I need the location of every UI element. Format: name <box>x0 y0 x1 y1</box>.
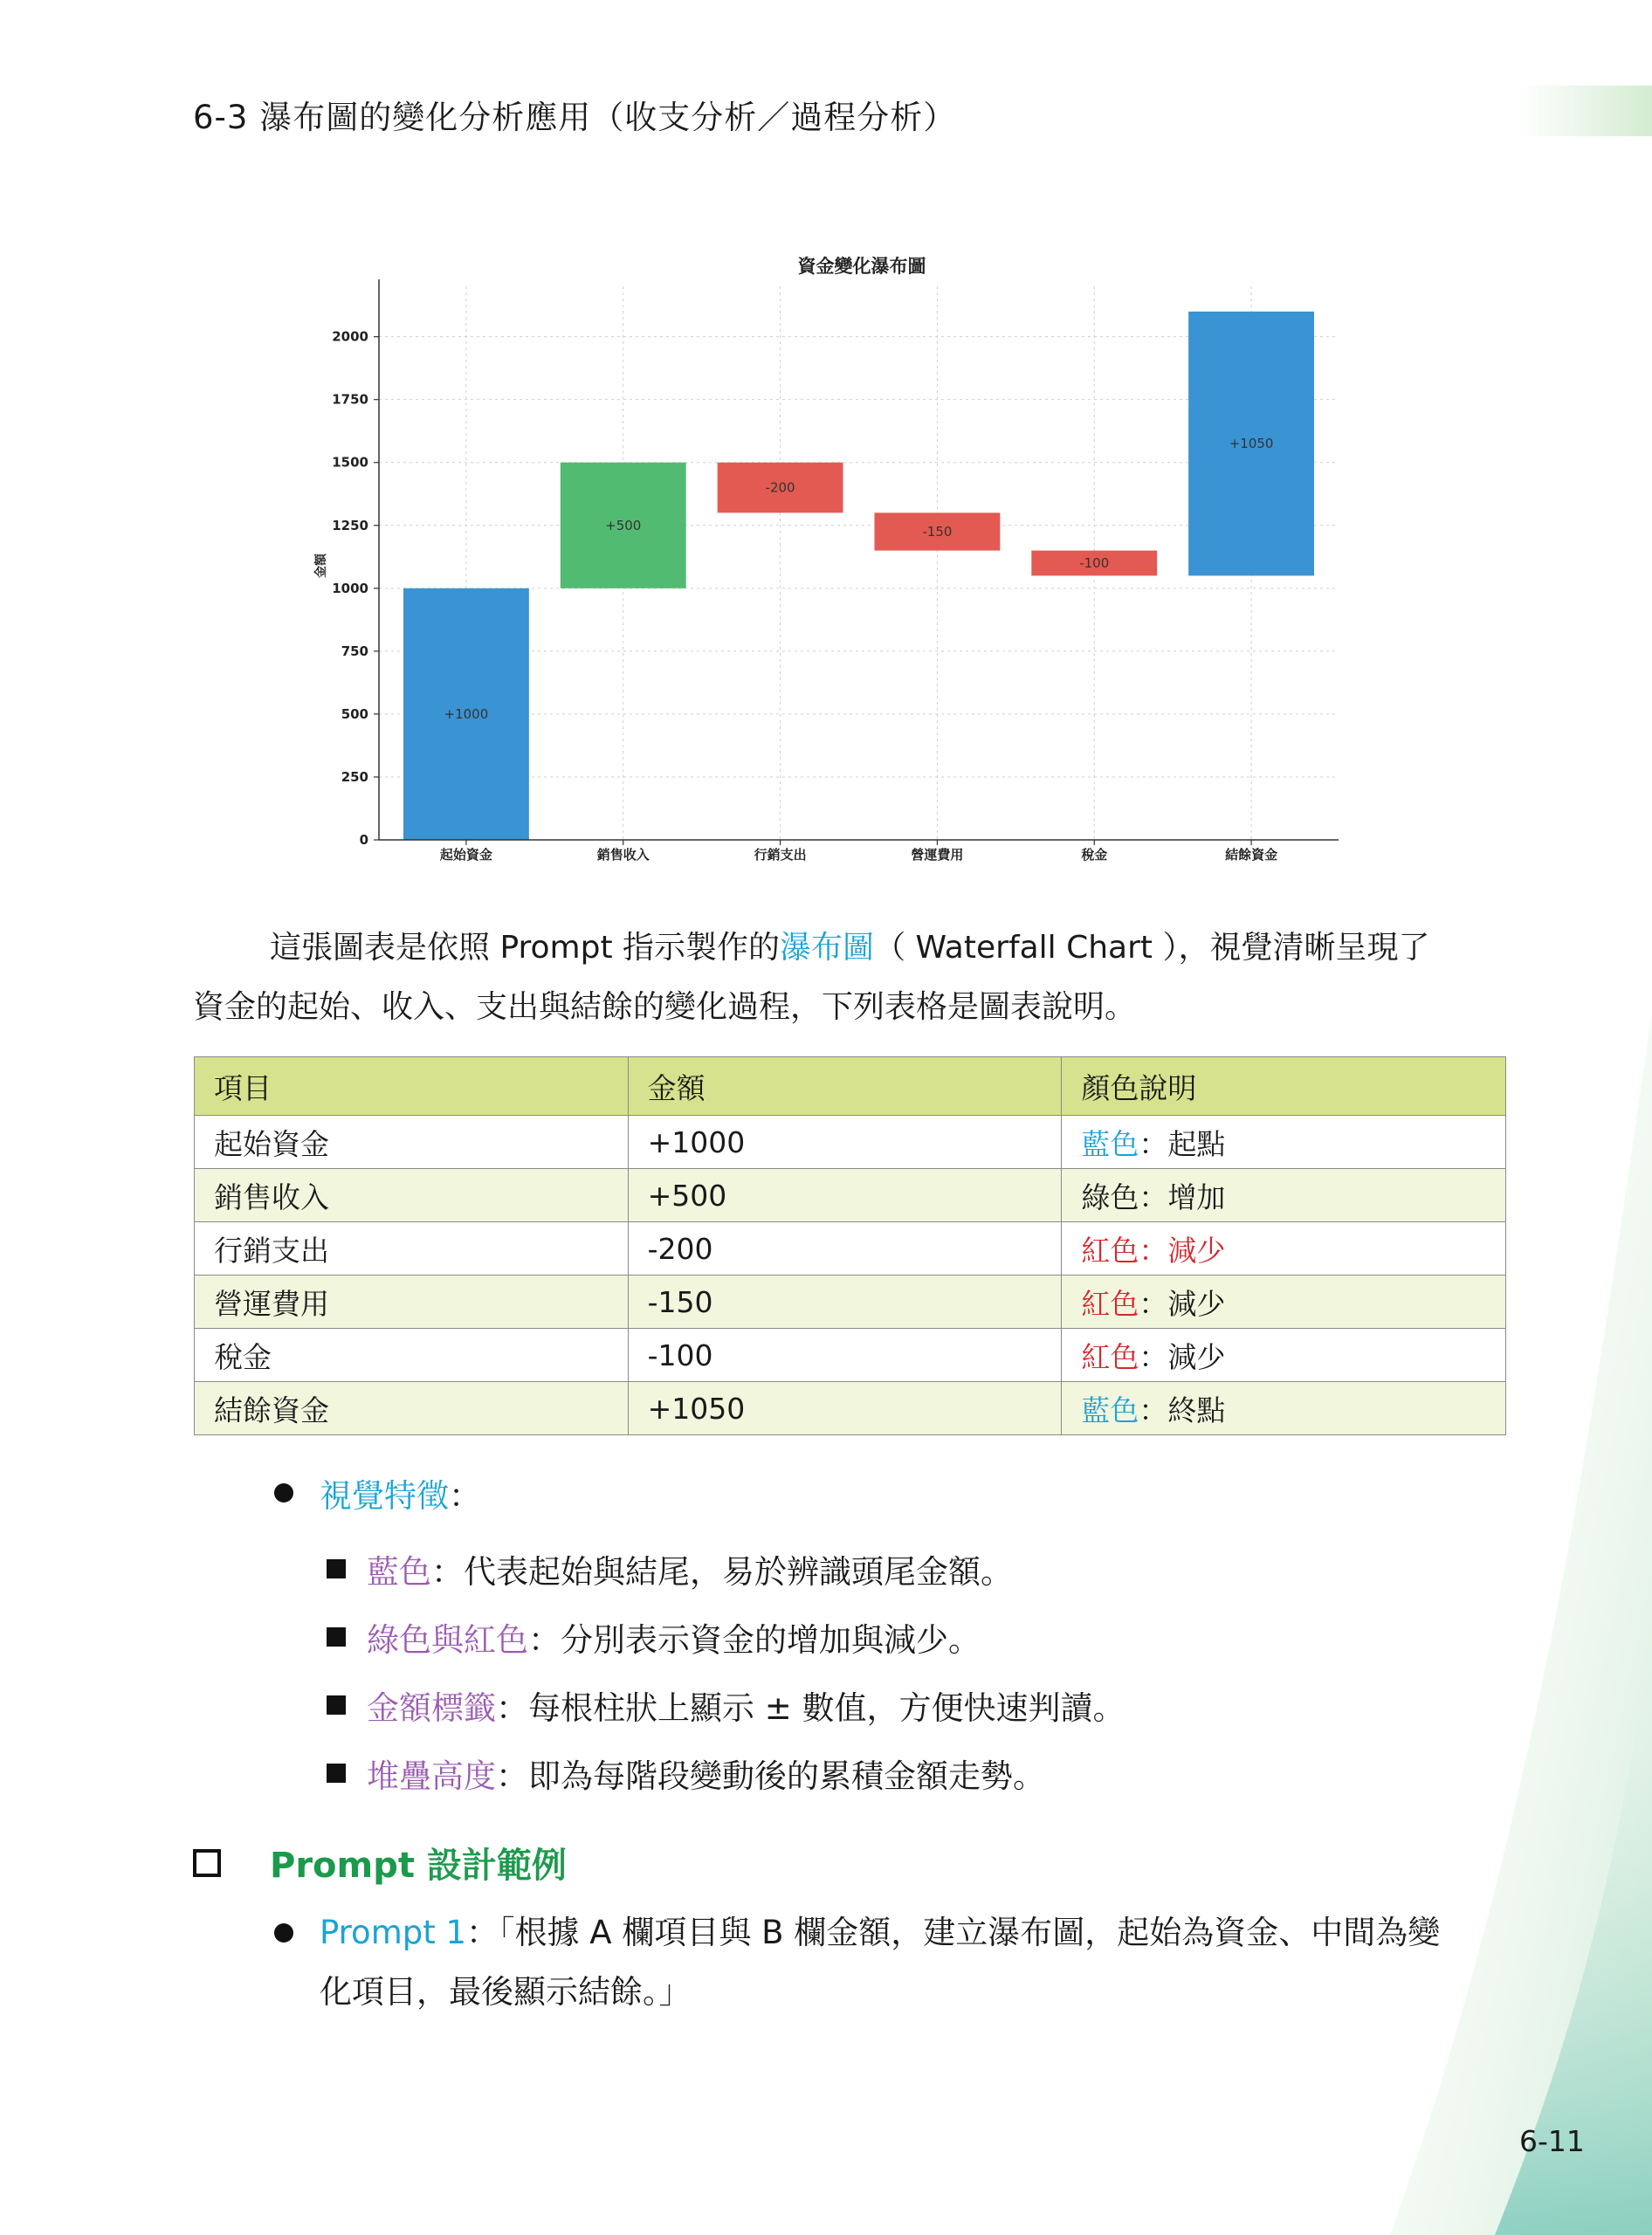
table-cell-item: 結餘資金 <box>195 1382 629 1435</box>
table-cell-amount: +1000 <box>628 1116 1062 1169</box>
y-tick-label: 250 <box>341 768 368 785</box>
list-item <box>327 1671 1125 1739</box>
running-head: 6-3 瀑布圖的變化分析應用（收支分析／過程分析） <box>193 99 957 136</box>
x-tick-label: 行銷支出 <box>754 847 807 863</box>
y-tick-label: 2000 <box>332 328 368 345</box>
table-cell-amount: +500 <box>628 1169 1062 1222</box>
square-bullet-icon <box>327 1627 346 1647</box>
x-tick-label: 起始資金 <box>439 847 492 863</box>
description-paragraph <box>193 918 1511 1037</box>
table-cell-item: 起始資金 <box>195 1116 629 1169</box>
y-tick-label: 1000 <box>332 580 368 596</box>
color-desc: ：終點 <box>1139 1393 1226 1427</box>
table-row <box>195 1276 1506 1329</box>
table-cell-amount: -200 <box>628 1222 1062 1276</box>
chart-title: 資金變化瀑布圖 <box>797 256 926 277</box>
color-word: 紅色 <box>1081 1233 1139 1268</box>
paragraph-text: 資金的起始、收入、支出與結餘的變化過程，下列表格是圖表說明。 <box>193 989 1137 1025</box>
paragraph-text: 這張圖表是依照 Prompt 指示製作的 <box>270 930 781 966</box>
table-row <box>195 1329 1506 1382</box>
square-bullet-icon <box>327 1695 346 1715</box>
feature-term: 綠色與紅色 <box>367 1621 528 1659</box>
x-tick-label: 營運費用 <box>911 847 964 863</box>
color-word: 紅色 <box>1081 1286 1139 1321</box>
square-bullet-icon <box>327 1764 346 1783</box>
table-row <box>195 1222 1506 1276</box>
paragraph-text: （ Waterfall Chart ），視覺清晰呈現了 <box>874 930 1430 966</box>
table-cell-amount: -100 <box>628 1329 1062 1382</box>
table-cell-item: 稅金 <box>195 1329 629 1382</box>
table-cell-color <box>1062 1276 1506 1329</box>
table-cell-item: 營運費用 <box>195 1276 629 1329</box>
feature-term: 金額標籤 <box>367 1689 496 1727</box>
bar-data-label: -150 <box>922 523 953 540</box>
table-cell-item: 行銷支出 <box>195 1222 629 1276</box>
table-row <box>195 1382 1506 1435</box>
color-word: 紅色 <box>1081 1339 1139 1374</box>
y-tick-label: 1750 <box>332 391 368 408</box>
table-cell-color <box>1062 1222 1506 1276</box>
y-tick-label: 0 <box>359 832 368 848</box>
table-header-row <box>195 1057 1506 1116</box>
y-tick-label: 750 <box>341 643 368 659</box>
table-cell-amount: -150 <box>628 1276 1062 1329</box>
list-item <box>327 1739 1125 1807</box>
list-item <box>327 1535 1125 1603</box>
feature-term: 藍色 <box>367 1553 431 1591</box>
waterfall-chart <box>306 253 1353 882</box>
table-header-cell: 金額 <box>628 1057 1062 1116</box>
header-decoration <box>1521 86 1652 136</box>
x-tick-label: 銷售收入 <box>596 847 650 863</box>
feature-desc: ：分別表示資金的增加與減少。 <box>528 1621 981 1659</box>
table-cell-item: 銷售收入 <box>195 1169 629 1222</box>
bar-data-label: +1000 <box>444 705 489 722</box>
chart-y-axis-label: 金額 <box>314 554 328 578</box>
visual-features-bullet <box>274 1469 481 1516</box>
bullet-dot-icon <box>274 1923 293 1943</box>
color-desc: ：減少 <box>1139 1233 1226 1268</box>
x-tick-label: 結餘資金 <box>1225 847 1278 863</box>
page-number: 6-11 <box>1519 2124 1585 2158</box>
square-bullet-icon <box>327 1559 346 1578</box>
table-cell-color <box>1062 1382 1506 1435</box>
prompt-text: ：「根據 A 欄項目與 B 欄金額，建立瀑布圖，起始為資金、中間為變 <box>466 1914 1441 1951</box>
feature-term: 堆疊高度 <box>367 1757 496 1795</box>
color-word: 藍色 <box>1081 1126 1139 1161</box>
table-cell-amount: +1050 <box>628 1382 1062 1435</box>
x-tick-label: 稅金 <box>1081 847 1108 863</box>
color-desc: ：增加 <box>1139 1179 1226 1214</box>
prompt-section-heading <box>193 1838 567 1888</box>
table-cell-color <box>1062 1116 1506 1169</box>
prompt-text: 化項目，最後顯示結餘。」 <box>320 1973 692 2011</box>
color-word: 藍色 <box>1081 1393 1139 1427</box>
y-tick-label: 500 <box>341 705 368 722</box>
feature-desc: ：即為每階段變動後的累積金額走勢。 <box>496 1757 1045 1795</box>
prompt-example <box>274 1903 1514 2022</box>
visual-features-title: 視覺特徵 <box>320 1477 449 1515</box>
section-title: Prompt 設計範例 <box>270 1846 567 1886</box>
color-desc: ：起點 <box>1139 1126 1226 1161</box>
color-word: 綠色 <box>1081 1179 1139 1214</box>
table-row <box>195 1169 1506 1222</box>
table-cell-color <box>1062 1169 1506 1222</box>
list-item <box>327 1603 1125 1671</box>
highlight-term: 瀑布圖 <box>780 930 875 966</box>
visual-features-colon: ： <box>449 1477 481 1515</box>
prompt-label: Prompt 1 <box>320 1914 467 1951</box>
y-tick-label: 1500 <box>332 454 368 471</box>
y-tick-label: 1250 <box>332 517 368 533</box>
color-desc: ：減少 <box>1139 1339 1226 1374</box>
feature-desc: ：代表起始與結尾，易於辨識頭尾金額。 <box>431 1553 1013 1591</box>
bar-data-label: -200 <box>765 479 795 496</box>
table-header-cell: 項目 <box>195 1057 629 1116</box>
chart-bars <box>403 312 1314 840</box>
bar-data-label: -100 <box>1079 555 1110 571</box>
bullet-dot-icon <box>274 1483 293 1503</box>
checkbox-square-icon <box>193 1849 221 1877</box>
bar-data-label: +1050 <box>1229 436 1274 452</box>
chart-legend-table <box>194 1056 1506 1435</box>
color-desc: ：減少 <box>1139 1286 1226 1321</box>
feature-desc: ：每根柱狀上顯示 ± 數值，方便快速判讀。 <box>496 1689 1125 1727</box>
bar-data-label: +500 <box>605 517 642 533</box>
table-cell-color <box>1062 1329 1506 1382</box>
table-header-cell: 顏色說明 <box>1062 1057 1506 1116</box>
table-row <box>195 1116 1506 1169</box>
visual-features-list <box>327 1535 1125 1807</box>
